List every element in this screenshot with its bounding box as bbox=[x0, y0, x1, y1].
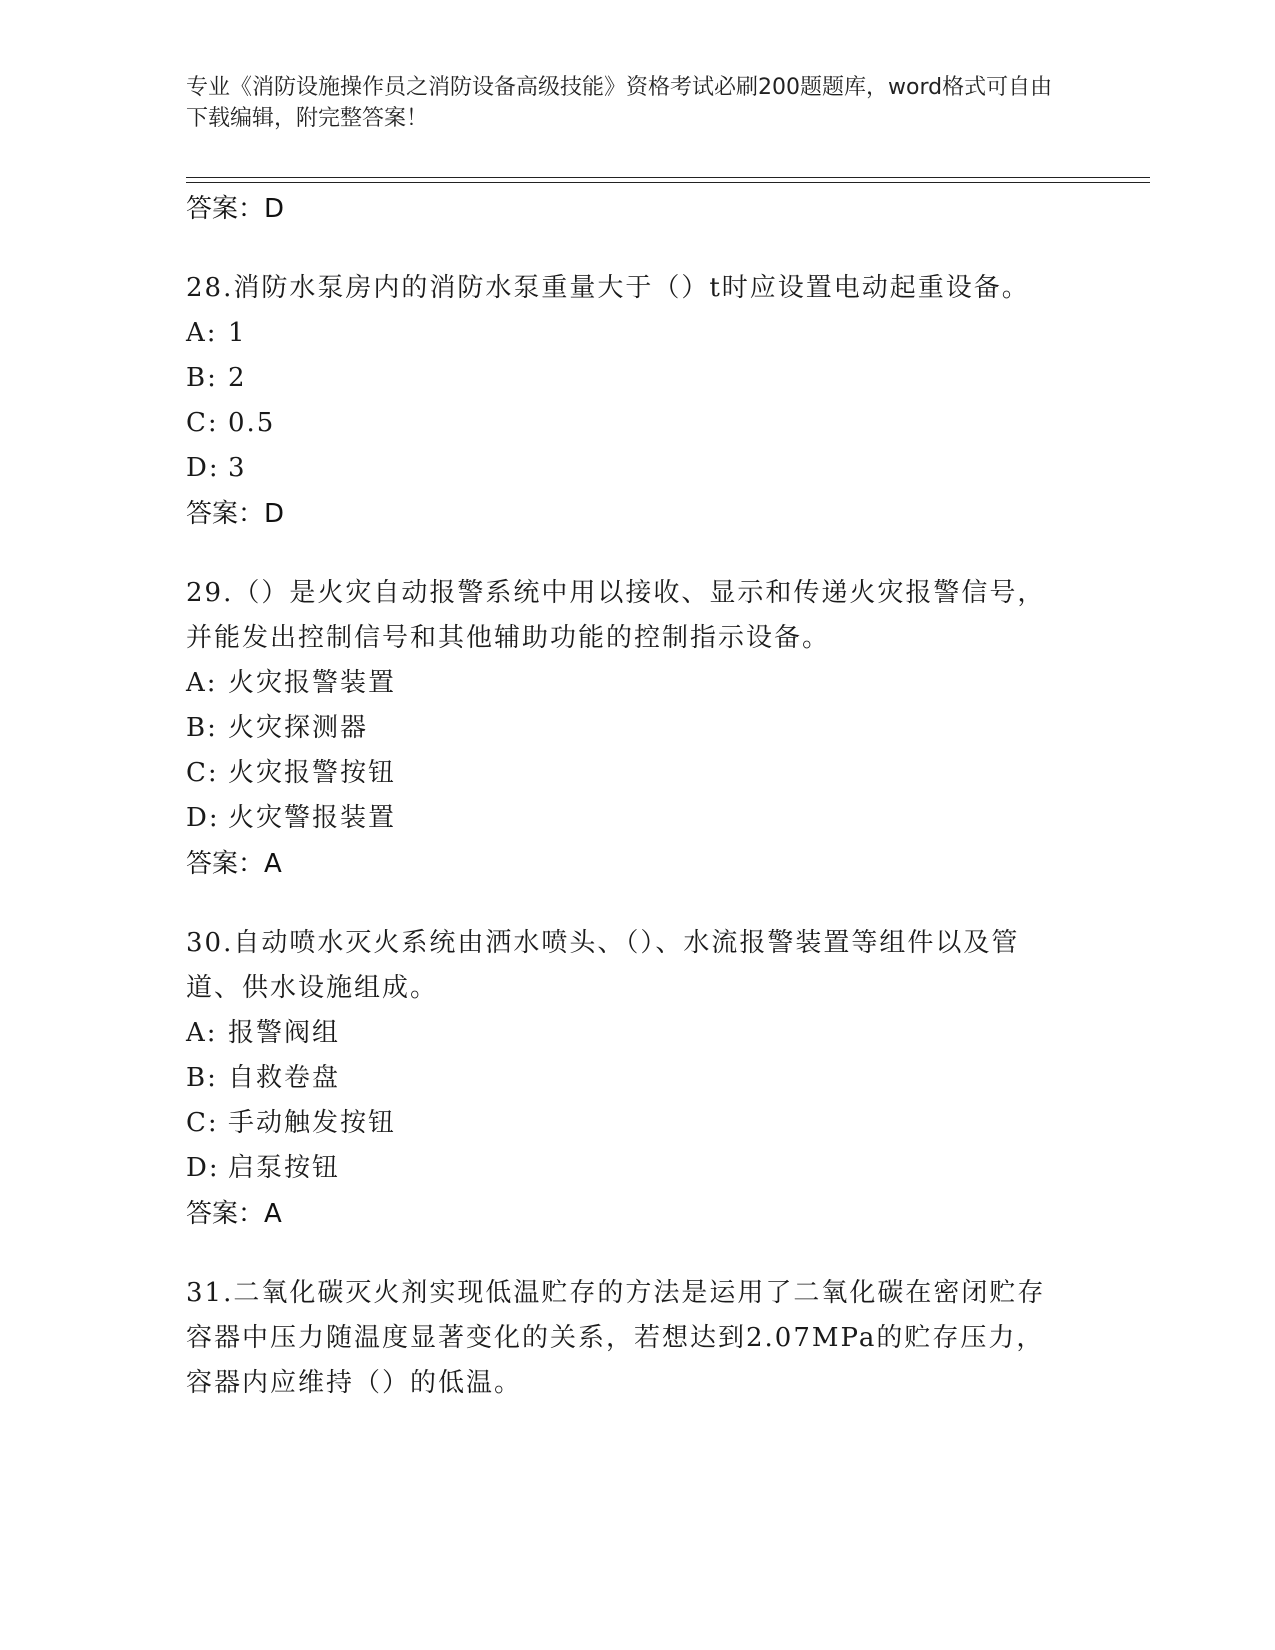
option-letter: B: bbox=[186, 363, 218, 393]
option-b bbox=[186, 356, 1066, 401]
option-letter: D: bbox=[186, 453, 220, 483]
option-text: 火灾报警按钮 bbox=[228, 758, 397, 788]
option-b bbox=[186, 706, 1066, 751]
header-rule-top bbox=[186, 177, 1150, 178]
option-text: 火灾报警装置 bbox=[228, 668, 397, 698]
option-letter: D: bbox=[186, 803, 220, 833]
option-text: 报警阀组 bbox=[228, 1018, 341, 1048]
option-letter: C: bbox=[186, 408, 219, 438]
option-text: 1 bbox=[228, 318, 247, 348]
option-text: 自救卷盘 bbox=[228, 1063, 341, 1093]
page-header: 专业《消防设施操作员之消防设备高级技能》资格考试必刷200题题库，word格式可自由下载编辑，附完整答案！ bbox=[186, 75, 1053, 131]
question-content bbox=[186, 186, 1066, 1406]
option-letter: D: bbox=[186, 1153, 220, 1183]
option-text: 火灾探测器 bbox=[228, 713, 369, 743]
option-text: 启泵按钮 bbox=[228, 1153, 341, 1183]
question-text: 30.自动喷水灭火系统由洒水喷头、（）、水流报警装置等组件以及管道、供水设施组成。 bbox=[186, 928, 1020, 1003]
option-text: 手动触发按钮 bbox=[228, 1108, 397, 1138]
option-letter: C: bbox=[186, 758, 219, 788]
answer-line: 答案：D bbox=[186, 194, 285, 224]
option-letter: B: bbox=[186, 1063, 218, 1093]
option-a bbox=[186, 1011, 1066, 1056]
question-text: 31.二氧化碳灭火剂实现低温贮存的方法是运用了二氧化碳在密闭贮存容器中压力随温度显著变化的关系，若想达到2.07MPa的贮存压力，容器内应维持（）的低温。 bbox=[186, 1278, 1046, 1398]
option-d bbox=[186, 446, 1066, 491]
option-c bbox=[186, 751, 1066, 796]
answer-line: 答案：D bbox=[186, 499, 285, 529]
option-letter: A: bbox=[186, 668, 218, 698]
option-letter: C: bbox=[186, 1108, 219, 1138]
question-text: 28.消防水泵房内的消防水泵重量大于（）t时应设置电动起重设备。 bbox=[186, 273, 1030, 303]
option-b bbox=[186, 1056, 1066, 1101]
header-rule-bottom bbox=[186, 182, 1150, 183]
option-d bbox=[186, 796, 1066, 841]
option-text: 火灾警报装置 bbox=[228, 803, 397, 833]
option-a bbox=[186, 311, 1066, 356]
option-a bbox=[186, 661, 1066, 706]
option-text: 0.5 bbox=[228, 408, 276, 438]
answer-line: 答案：A bbox=[186, 1199, 282, 1229]
answer-line: 答案：A bbox=[186, 849, 282, 879]
option-d bbox=[186, 1146, 1066, 1191]
option-letter: A: bbox=[186, 1018, 218, 1048]
option-c bbox=[186, 1101, 1066, 1146]
option-letter: B: bbox=[186, 713, 218, 743]
option-c bbox=[186, 401, 1066, 446]
option-text: 2 bbox=[228, 363, 247, 393]
option-letter: A: bbox=[186, 318, 218, 348]
option-text: 3 bbox=[228, 453, 247, 483]
question-text: 29.（）是火灾自动报警系统中用以接收、显示和传递火灾报警信号，并能发出控制信号和其他辅助功能的控制指示设备。 bbox=[186, 578, 1046, 653]
